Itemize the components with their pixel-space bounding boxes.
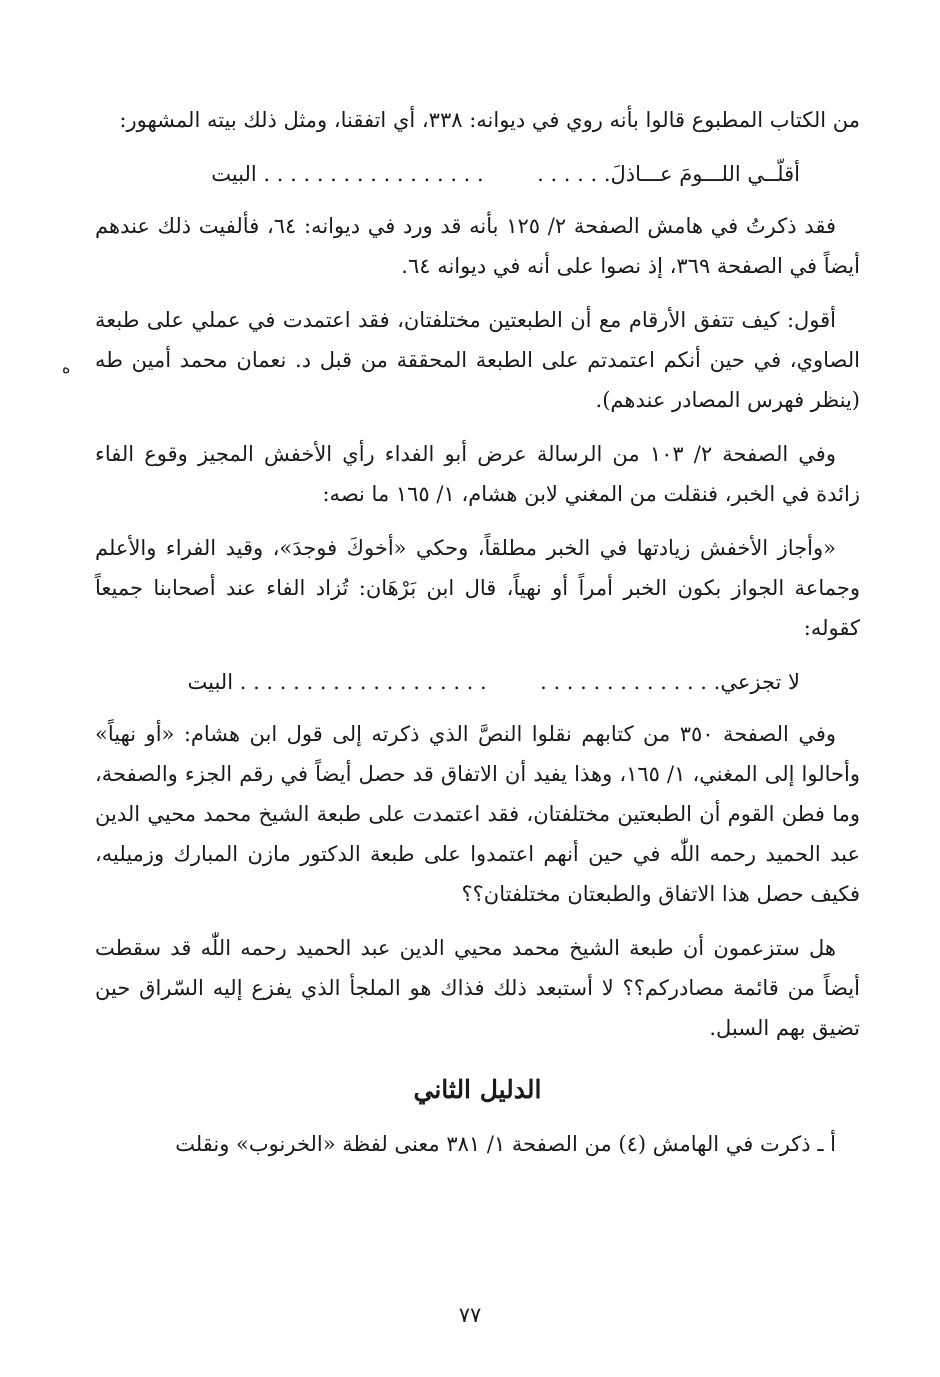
paragraph-6: وفي الصفحة ٣٥٠ من كتابهم نقلوا النصَّ الذي ذكرته إلى قول ابن هشام: «أو نهياً» وأحالوا إلى المغني، ١/ ١٦٥، وهذا يفيد أن الاتفاق قد حصل أيضاً في رقم الجزء والصفحة، وما فطن القوم أن الطبعتين مختلفتان، فقد اعتمدت على طبعة الشيخ محمد محيي الدين عبد الحميد رحمه اللّٰه في حين أنهم اعتمدوا على طبعة الدكتور مازن المبارك وزميليه، فكيف حصل هذا الاتفاق والطبعتان مختلفتان؟؟ [95,722,860,906]
paragraph-4: وفي الصفحة ٢/ ١٠٣ من الرسالة عرض أبو الفداء رأي الأخفش المجيز وقوع الفاء زائدة في الخبر، فنقلت من المغني لابن هشام، ١/ ١٦٥ ما نصه: [95,442,860,506]
verse-1-second-hemistich: . . . . . . . . . . . . . . . . . البيت [211,162,484,186]
verse-2-first-hemistich: لا تجزعي. . . . . . . . . . . . . . [540,670,800,694]
page-body [95,100,860,1178]
margin-mark: ه [62,358,71,377]
verse-1 [95,154,860,194]
page-number: ٧٧ [458,1303,482,1327]
verse-2 [95,662,860,702]
paragraph-3: أقول: كيف تتفق الأرقام مع أن الطبعتين مختلفتان، فقد اعتمدت في عملي على طبعة الصاوي، في حين أنكم اعتمدتم على الطبعة المحققة من قبل د. نعمان محمد أمين طه (ينظر فهرس المصادر عندهم). [95,308,860,412]
paragraph-8-last-line: أ ـ ذكرت في الهامش (٤) من الصفحة ١/ ٣٨١ معنى لفظة «الخرنوب» ونقلت [175,1132,836,1156]
paragraph-7: هل ستزعمون أن طبعة الشيخ محمد محيي الدين عبد الحميد رحمه اللّٰه قد سقطت أيضاً من قائمة مصادركم؟؟ لا أستبعد ذلك فذاك هو الملجأ الذي يفزع إليه السّراق حين تضيق بهم السبل. [95,936,860,1040]
verse-2-second-hemistich: . . . . . . . . . . . . . . . . . . . البيت [187,670,487,694]
paragraph-1: من الكتاب المطبوع قالوا بأنه روي في ديوانه: ٣٣٨، أي اتفقنا، ومثل ذلك بيته المشهور: [119,108,860,132]
verse-1-first-hemistich: أقلّــي اللـــومَ عـــاذلَ. . . . . . [537,162,800,186]
paragraph-5-quote: «وأجاز الأخفش زيادتها في الخبر مطلقاً، وحكي «أخوكَ فوجدَ»، وقيد الفراء والأعلم وجماعة الجواز بكون الخبر أمراً أو نهياً، قال ابن بَرْهَان: تُزاد الفاء عند أصحابنا جميعاً كقوله: [95,536,860,640]
section-heading: الدليل الثاني [413,1075,542,1104]
paragraph-2: فقد ذكرتُ في هامش الصفحة ٢/ ١٢٥ بأنه قد ورد في ديوانه: ٦٤، فألفيت ذلك عندهم أيضاً في الصفحة ٣٦٩، إذ نصوا على أنه في ديوانه ٦٤. [95,214,860,278]
